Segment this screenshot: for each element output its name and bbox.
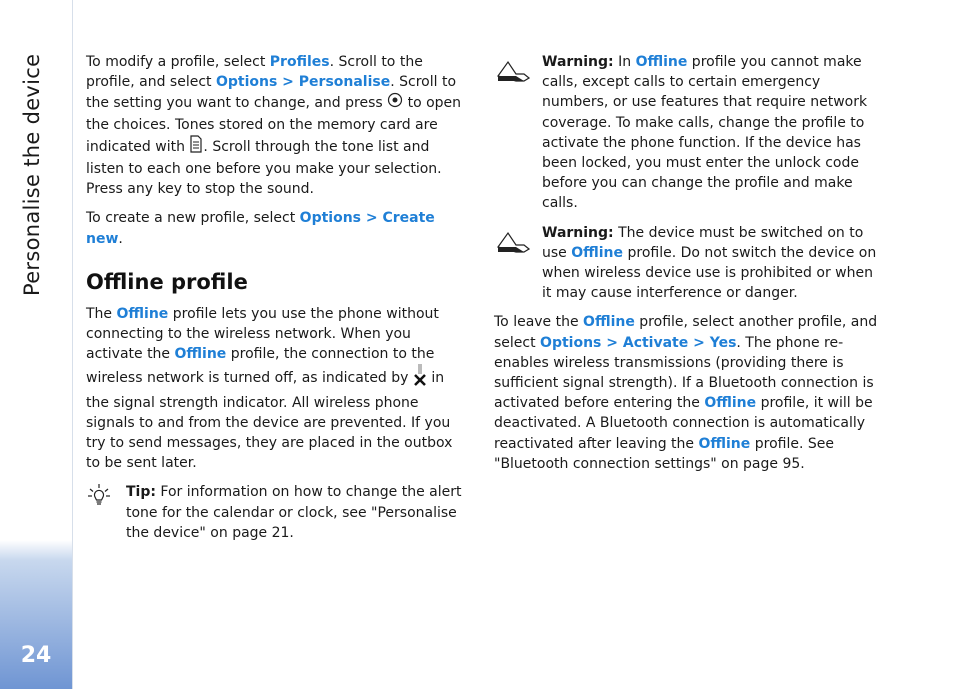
warning-note-2: Warning: The device must be switched on to use Offline profile. Do not switch the device on when wireless device use is prohibited or when it may cause interference or danger. [494,223,886,304]
paragraph-modify-profile: To modify a profile, select Profiles. Scroll to the profile, and select Options > Personalise. Scroll to the setting you want to change, and press to open the choices. Tones stored on the memory card are indicated with . Scroll through the tone list and listen to each one before you make your selection. Press any key to stop the sound. [86,54,462,198]
page-number: 24 [20,643,52,668]
section-title: Personalise the device [20,54,44,297]
left-column [86,52,470,552]
joystick-press-icon [387,92,403,114]
paragraph-create-profile: To create a new profile, select Options > Create new. [86,210,435,247]
right-column [494,52,886,483]
menu-path-options-activate-yes: Options > Activate > Yes [540,334,737,351]
paragraph-offline: The Offline profile lets you use the phone without connecting to the wireless network. When you activate the Offline profile, the connection to the wireless network is turned off, as indicated by in the signal strength indicator. All wireless phone signals to and from the device are prevented. If you try to send messages, they are placed in the outbox to be sent later. [86,305,453,472]
warning-icon [494,52,542,214]
memory-card-icon [189,135,203,159]
menu-path-options-personalise: Options > Personalise [215,74,391,91]
lightbulb-icon [86,482,126,543]
warning-note-1: Warning: In Offline profile you cannot make calls, except calls to certain emergency numbers, or use features that require network coverage. To make calls, change the profile to activate the phone function. If the device has been locked, you must enter the unlock code before you can change the profile and make calls. [494,52,886,214]
menu-path-options-create-new: Options > Create new [86,210,435,247]
menu-path-profiles: Profiles [269,54,330,70]
sidebar [0,0,73,689]
warning-icon [494,223,542,304]
paragraph-leave-offline: To leave the Offline profile, select another profile, and select Options > Activate > Yes. The phone re-enables wireless transmissions (providing there is sufficient signal strength). If a Bluetooth connection is activated before entering the Offline profile, it will be deactivated. A Bluetooth connection is automatically reactivated after leaving the Offline profile. See "Bluetooth connection settings" on page 95. [494,314,878,472]
heading-offline-profile: Offline profile [86,269,248,294]
offline-signal-icon [413,364,427,392]
tip-note: Tip: For information on how to change the alert tone for the calendar or clock, see "Personalise the device" on page 21. [86,482,470,543]
